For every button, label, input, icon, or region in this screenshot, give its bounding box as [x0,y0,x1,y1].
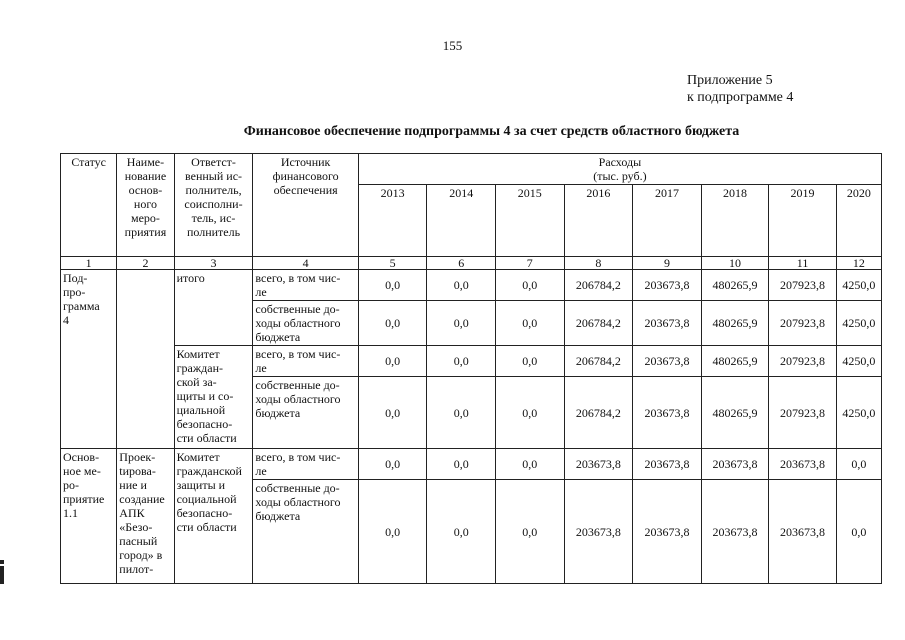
expense-value: 0,0 [836,449,881,480]
expense-value: 203673,8 [701,480,769,584]
expense-value: 480265,9 [701,346,769,377]
year-header: 2018 [701,185,769,257]
expense-value: 0,0 [496,377,565,449]
expense-value: 207923,8 [769,270,837,301]
column-number: 9 [633,257,702,270]
row-activity-name: Проек- tирова- ние и создание АПК «Безо- пасный город» в пилот- [117,449,174,584]
row-status: Основ- ное ме- ро- приятие 1.1 [61,449,117,584]
scan-edge-mark [0,560,4,584]
column-number: 11 [769,257,837,270]
column-number: 8 [564,257,633,270]
document-title: Финансовое обеспечение подпрограммы 4 за счет средств областного бюджета [243,124,740,139]
expense-value: 0,0 [496,449,565,480]
expense-value: 207923,8 [769,377,837,449]
page-number: 155 [442,38,463,53]
expense-value: 4250,0 [836,301,881,346]
row-source: всего, в том чис- ле [253,270,358,301]
expense-value: 203673,8 [701,449,769,480]
expense-value: 480265,9 [701,377,769,449]
year-header: 2016 [564,185,633,257]
expense-value: 0,0 [427,346,496,377]
expense-value: 203673,8 [633,270,702,301]
header-expenses: Расходы (тыс. руб.) [358,154,881,185]
row-executor: итого [174,270,253,346]
column-number: 2 [117,257,174,270]
header-executor: Ответст- венный ис- полнитель, соисполни- тель, ис- полнитель [174,154,253,257]
expense-value: 206784,2 [564,377,633,449]
expense-value: 0,0 [496,346,565,377]
expense-value: 0,0 [358,480,427,584]
expense-value: 203673,8 [633,377,702,449]
expense-value: 0,0 [358,270,427,301]
expense-value: 203673,8 [633,449,702,480]
row-source: собственные до- ходы областного бюджета [253,480,358,584]
appendix-note [687,72,793,106]
expense-value: 206784,2 [564,270,633,301]
appendix-line1: Приложение 5 [687,73,773,88]
expense-value: 0,0 [496,301,565,346]
expense-value: 0,0 [496,270,565,301]
expense-value: 203673,8 [564,449,633,480]
year-header: 2013 [358,185,427,257]
expense-value: 0,0 [358,449,427,480]
header-status: Статус [61,154,117,257]
expense-value: 207923,8 [769,346,837,377]
header-name: Наиме- нование основ- ного меро- приятия [117,154,174,257]
expense-value: 0,0 [836,480,881,584]
column-number: 12 [836,257,881,270]
expense-value: 0,0 [358,377,427,449]
expense-value: 0,0 [496,480,565,584]
column-number: 1 [61,257,117,270]
year-header: 2020 [836,185,881,257]
column-number: 3 [174,257,253,270]
expense-value: 206784,2 [564,346,633,377]
expense-value: 0,0 [427,301,496,346]
row-source: всего, в том чис- ле [253,449,358,480]
year-header: 2019 [769,185,837,257]
row-executor: Комитет граждан- ской за- щиты и со- циальной безопасно- сти области [174,346,253,449]
expense-value: 0,0 [427,480,496,584]
expense-value: 0,0 [358,301,427,346]
expense-value: 206784,2 [564,301,633,346]
column-number: 7 [496,257,565,270]
expense-value: 203673,8 [633,301,702,346]
table-row [61,270,882,301]
column-number: 5 [358,257,427,270]
row-executor: Комитет гражданской защиты и социальной безопасно- сти области [174,449,253,584]
row-source: собственные до- ходы областного бюджета [253,377,358,449]
table-row [61,449,882,480]
column-number: 6 [427,257,496,270]
year-header: 2015 [496,185,565,257]
row-source: всего, в том чис- ле [253,346,358,377]
expense-value: 203673,8 [564,480,633,584]
column-number: 4 [253,257,358,270]
row-status: Под- про- грамма 4 [61,270,117,449]
expense-value: 203673,8 [633,480,702,584]
header-source: Источник финансового обеспечения [253,154,358,257]
expense-value: 0,0 [358,346,427,377]
expense-value: 4250,0 [836,377,881,449]
appendix-line2: к подпрограмме 4 [687,90,794,105]
row-source: собственные до- ходы областного бюджета [253,301,358,346]
expense-value: 0,0 [427,377,496,449]
expense-value: 203673,8 [769,480,837,584]
expense-value: 207923,8 [769,301,837,346]
expense-value: 0,0 [427,449,496,480]
expense-value: 203673,8 [633,346,702,377]
year-header: 2014 [427,185,496,257]
table-row [61,346,882,377]
expense-value: 4250,0 [836,346,881,377]
column-number: 10 [701,257,769,270]
expense-value: 480265,9 [701,270,769,301]
row-activity-name [117,270,174,449]
expense-value: 203673,8 [769,449,837,480]
expense-value: 0,0 [427,270,496,301]
year-header: 2017 [633,185,702,257]
expense-value: 4250,0 [836,270,881,301]
financing-table [60,153,882,584]
expense-value: 480265,9 [701,301,769,346]
